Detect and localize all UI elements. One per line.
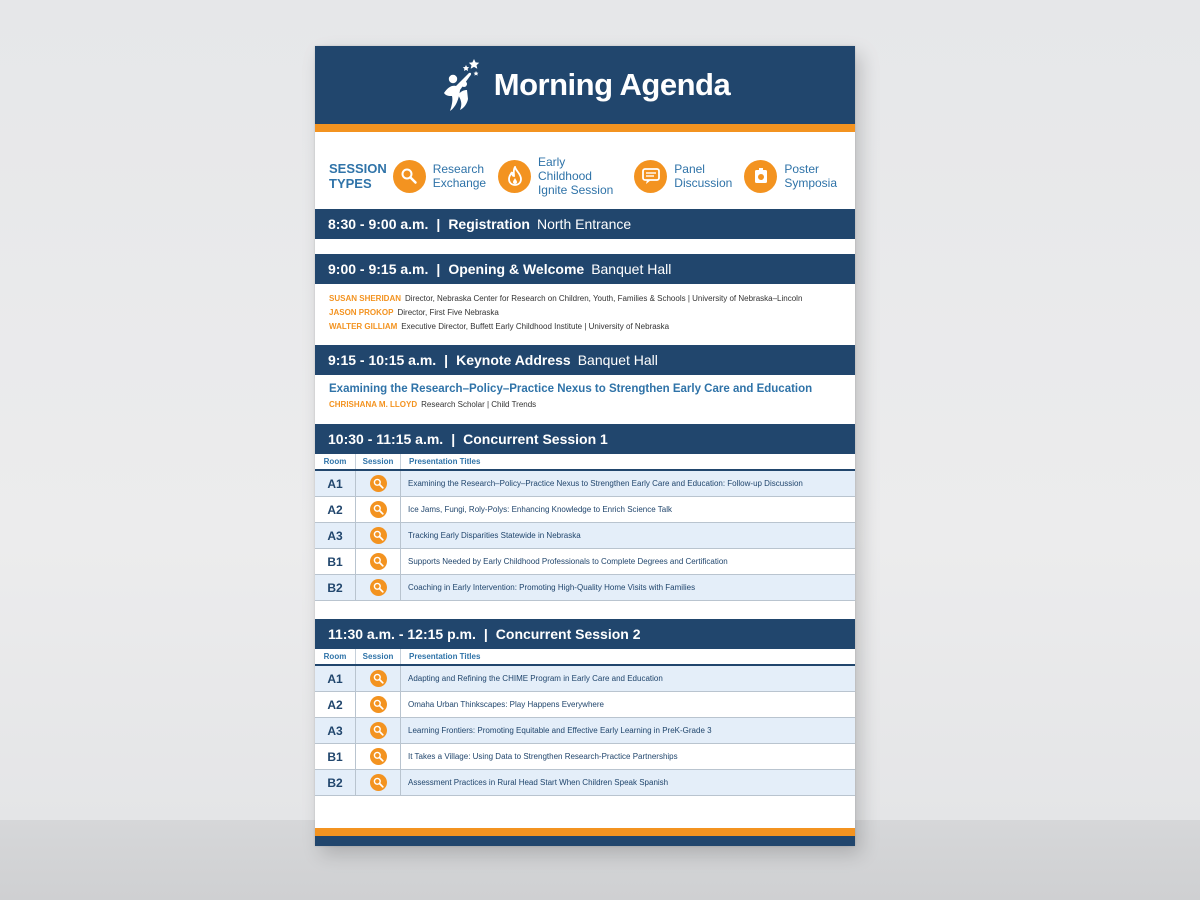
presentation-title: Omaha Urban Thinkscapes: Play Happens Everywhere [401, 692, 856, 718]
registration-bar [315, 209, 855, 239]
opening-speakers [329, 292, 802, 334]
speaker-role: Research Scholar | Child Trends [421, 400, 537, 409]
session-type-poster [744, 160, 837, 193]
speaker-name: SUSAN SHERIDAN [329, 294, 402, 303]
time-label: 11:30 a.m. - 12:15 p.m. [328, 626, 476, 642]
room-cell: A2 [315, 497, 356, 523]
session-types-legend [329, 154, 849, 198]
label-line2: Exchange [432, 176, 487, 190]
session2-rows [315, 665, 855, 796]
table-row [315, 470, 855, 497]
column-header-session: Session [356, 649, 401, 665]
agenda-poster [315, 46, 855, 846]
presentation-title: Ice Jams, Fungi, Roly-Polys: Enhancing Knowledge to Enrich Science Talk [401, 497, 856, 523]
table-row [315, 497, 855, 523]
event-label: Registration [448, 216, 530, 232]
location-label: Banquet Hall [591, 261, 672, 277]
presentation-title: Learning Frontiers: Promoting Equitable and Effective Early Learning in PreK-Grade 3 [401, 718, 856, 744]
magnifier-icon [370, 696, 387, 713]
column-header-titles: Presentation Titles [401, 649, 856, 665]
session-type-cell [356, 523, 401, 549]
magnifier-icon [370, 670, 387, 687]
session1-rows [315, 470, 855, 601]
time-label: 8:30 - 9:00 a.m. [328, 216, 429, 232]
location-label: North Entrance [537, 216, 632, 232]
session-type-panel [634, 160, 732, 193]
room-cell: A2 [315, 692, 356, 718]
event-label: Opening & Welcome [448, 261, 585, 277]
room-cell: B2 [315, 770, 356, 796]
room-cell: A1 [315, 665, 356, 692]
presentation-title: Assessment Practices in Rural Head Start When Children Speak Spanish [401, 770, 856, 796]
session-type-cell [356, 692, 401, 718]
presentation-title: Examining the Research–Policy–Practice Nexus to Strengthen Early Care and Education: Follow-up Discussion [401, 470, 856, 497]
session-type-cell [356, 549, 401, 575]
label-line1: Early Childhood [537, 155, 592, 183]
separator: | [436, 261, 441, 277]
session-types-label-line2: TYPES [329, 176, 372, 191]
speaker-name: JASON PROKOP [329, 308, 394, 317]
session-type-label [433, 162, 486, 190]
room-cell: A3 [315, 523, 356, 549]
magnifier-icon [370, 527, 387, 544]
speaker-row [329, 306, 802, 320]
presentation-title: Adapting and Refining the CHIME Program in Early Care and Education [401, 665, 856, 692]
room-cell: B1 [315, 549, 356, 575]
keynote-title: Examining the Research–Policy–Practice Nexus to Strengthen Early Care and Education [329, 383, 813, 395]
table-row [315, 692, 855, 718]
page-title: Morning Agenda [493, 67, 731, 102]
presentation-title: Supports Needed by Early Childhood Professionals to Complete Degrees and Certification [401, 549, 856, 575]
event-label: Concurrent Session 2 [495, 626, 641, 642]
speaker-role: Executive Director, Buffett Early Childhood Institute | University of Nebraska [401, 322, 670, 331]
table-header-row [315, 454, 855, 470]
flame-icon [498, 160, 531, 193]
table-header-row [315, 649, 855, 665]
session2-bar [315, 619, 855, 649]
session-type-cell [356, 744, 401, 770]
session-type-ignite [498, 155, 622, 197]
session-type-label [674, 162, 732, 190]
magnifier-icon [370, 475, 387, 492]
footer-orange-rule [315, 828, 855, 836]
room-cell: B2 [315, 575, 356, 601]
speech-bubble-icon [634, 160, 667, 193]
column-header-session: Session [356, 454, 401, 470]
table-row [315, 523, 855, 549]
poster-icon [744, 160, 777, 193]
room-cell: A1 [315, 470, 356, 497]
session-type-cell [356, 575, 401, 601]
separator: | [483, 626, 488, 642]
magnifier-icon [370, 501, 387, 518]
time-label: 9:00 - 9:15 a.m. [328, 261, 429, 277]
separator: | [444, 352, 449, 368]
presentation-title: It Takes a Village: Using Data to Strengthen Research-Practice Partnerships [401, 744, 856, 770]
session-type-cell [356, 665, 401, 692]
table-row [315, 770, 855, 796]
session-type-research-exchange [393, 160, 486, 193]
session-types-label [329, 161, 393, 191]
magnifier-icon [370, 748, 387, 765]
session-type-label [784, 162, 837, 190]
table-row [315, 575, 855, 601]
event-label: Keynote Address [456, 352, 571, 368]
table-row [315, 665, 855, 692]
keynote-bar [315, 345, 855, 375]
column-header-titles: Presentation Titles [401, 454, 856, 470]
speaker-name: CHRISHANA M. LLOYD [329, 400, 418, 409]
magnifier-icon [370, 579, 387, 596]
separator: | [451, 431, 456, 447]
session-type-cell [356, 718, 401, 744]
time-label: 9:15 - 10:15 a.m. [328, 352, 437, 368]
label-line2: Ignite Session [537, 183, 614, 197]
label-line2: Discussion [674, 176, 733, 190]
session-type-cell [356, 770, 401, 796]
presentation-title: Coaching in Early Intervention: Promoting High-Quality Home Visits with Families [401, 575, 856, 601]
orange-divider [315, 124, 855, 132]
session2-table [315, 649, 855, 796]
logo-icon [440, 55, 484, 115]
session1-table [315, 454, 855, 601]
label-line1: Research [432, 162, 485, 176]
speaker-name: WALTER GILLIAM [329, 322, 398, 331]
table-row [315, 718, 855, 744]
session-types-label-line1: SESSION [329, 161, 387, 176]
table-row [315, 549, 855, 575]
session-type-cell [356, 470, 401, 497]
opening-bar [315, 254, 855, 284]
event-label: Concurrent Session 1 [463, 431, 608, 447]
keynote-speaker [329, 400, 536, 409]
session1-bar [315, 424, 855, 454]
label-line1: Panel [674, 162, 705, 176]
location-label: Banquet Hall [577, 352, 658, 368]
column-header-room: Room [315, 454, 356, 470]
speaker-row [329, 320, 802, 334]
room-cell: A3 [315, 718, 356, 744]
room-cell: B1 [315, 744, 356, 770]
poster-header [315, 46, 855, 124]
session-type-cell [356, 497, 401, 523]
magnifier-icon [370, 722, 387, 739]
speaker-role: Director, Nebraska Center for Research on Children, Youth, Families & Schools | University of Nebraska–Lincoln [405, 294, 803, 303]
label-line2: Symposia [784, 176, 837, 190]
magnifier-icon [370, 553, 387, 570]
session-type-label [538, 155, 622, 197]
magnifier-icon [393, 160, 426, 193]
label-line1: Poster [784, 162, 819, 176]
magnifier-icon [370, 774, 387, 791]
column-header-room: Room [315, 649, 356, 665]
separator: | [436, 216, 441, 232]
footer-navy-bar [315, 836, 855, 846]
speaker-role: Director, First Five Nebraska [397, 308, 499, 317]
time-label: 10:30 - 11:15 a.m. [328, 431, 444, 447]
presentation-title: Tracking Early Disparities Statewide in Nebraska [401, 523, 856, 549]
speaker-row [329, 292, 802, 306]
table-row [315, 744, 855, 770]
